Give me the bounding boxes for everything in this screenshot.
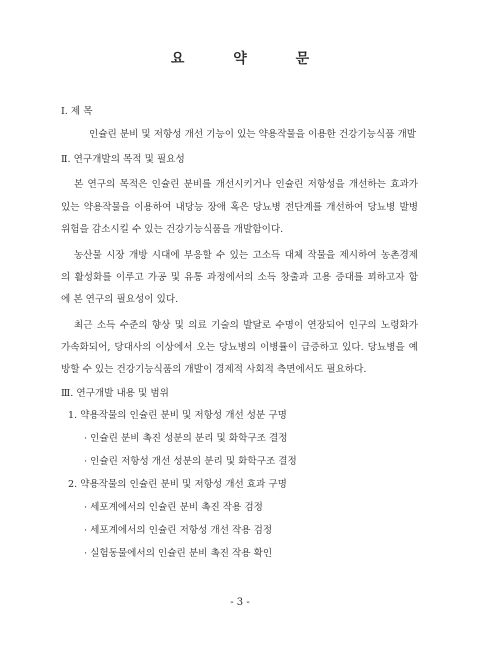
- section-3-item-2-sub-3: · 실험동물에서의 인슐린 분비 촉진 작용 확인: [84, 548, 273, 559]
- section-3-item-2-sub-2: · 세포계에서의 인슐린 저항성 개선 작용 검정: [84, 525, 273, 536]
- section-2-p3-line-2: 가속화되어, 당대사의 이상에서 오는 당뇨병의 이병률이 급증하고 있다. 당뇨병을 예: [61, 342, 418, 353]
- section-2-p1-line-1: 본 연구의 목적은 인슐린 분비를 개선시키거나 인슐린 저항성을 개선하는 효과가: [74, 179, 418, 190]
- section-3-item-1: 1. 약용작물의 인슐린 분비 및 저항성 개선 성분 구명: [68, 410, 287, 421]
- section-3-item-1-sub-1: · 인슐린 분비 촉진 성분의 분리 및 화학구조 결정: [84, 433, 288, 444]
- page-title: 요 약 문: [170, 51, 332, 67]
- page-number: - 3 -: [230, 597, 250, 608]
- section-2-p1-line-2: 있는 약용작물을 이용하여 내당능 장애 혹은 당뇨병 전단계를 개선하여 당뇨병 발병: [61, 202, 418, 213]
- section-2-p1-line-3: 위험을 감소시킬 수 있는 건강기능식품을 개발함이다.: [61, 224, 284, 235]
- section-3-item-1-sub-2: · 인슐린 저항성 개선 성분의 분리 및 화학구조 결정: [84, 456, 297, 467]
- section-1-text: 인슐린 분비 및 저항성 개선 기능이 있는 약용작물을 이용한 건강기능식품 개발: [89, 129, 417, 140]
- section-2-p2-line-2: 의 활성화를 이루고 가공 및 유통 과정에서의 소득 창출과 고용 증대를 꾀하고자 함: [61, 272, 418, 283]
- section-3-item-2-sub-1: · 세포계에서의 인슐린 분비 촉진 작용 검정: [84, 502, 263, 513]
- section-2-p2-line-3: 에 본 연구의 필요성이 있다.: [61, 294, 179, 305]
- section-3-item-2: 2. 약용작물의 인슐린 분비 및 저항성 개선 효과 구명: [68, 479, 287, 490]
- section-2-heading: Ⅱ. 연구개발의 목적 및 필요성: [61, 154, 185, 165]
- section-2-p3-line-1: 최근 소득 수준의 향상 및 의료 기술의 발달로 수명이 연장되어 인구의 노령화가: [74, 320, 418, 331]
- section-1-heading: Ⅰ. 제 목: [61, 106, 93, 117]
- section-2-p2-line-1: 농산물 시장 개방 시대에 부응할 수 있는 고소득 대체 작물을 제시하여 농촌경제: [74, 250, 418, 261]
- section-3-heading: Ⅲ. 연구개발 내용 및 범위: [61, 388, 169, 399]
- section-2-p3-line-3: 방할 수 있는 건강기능식품의 개발이 경제적 사회적 측면에서도 필요하다.: [61, 364, 367, 375]
